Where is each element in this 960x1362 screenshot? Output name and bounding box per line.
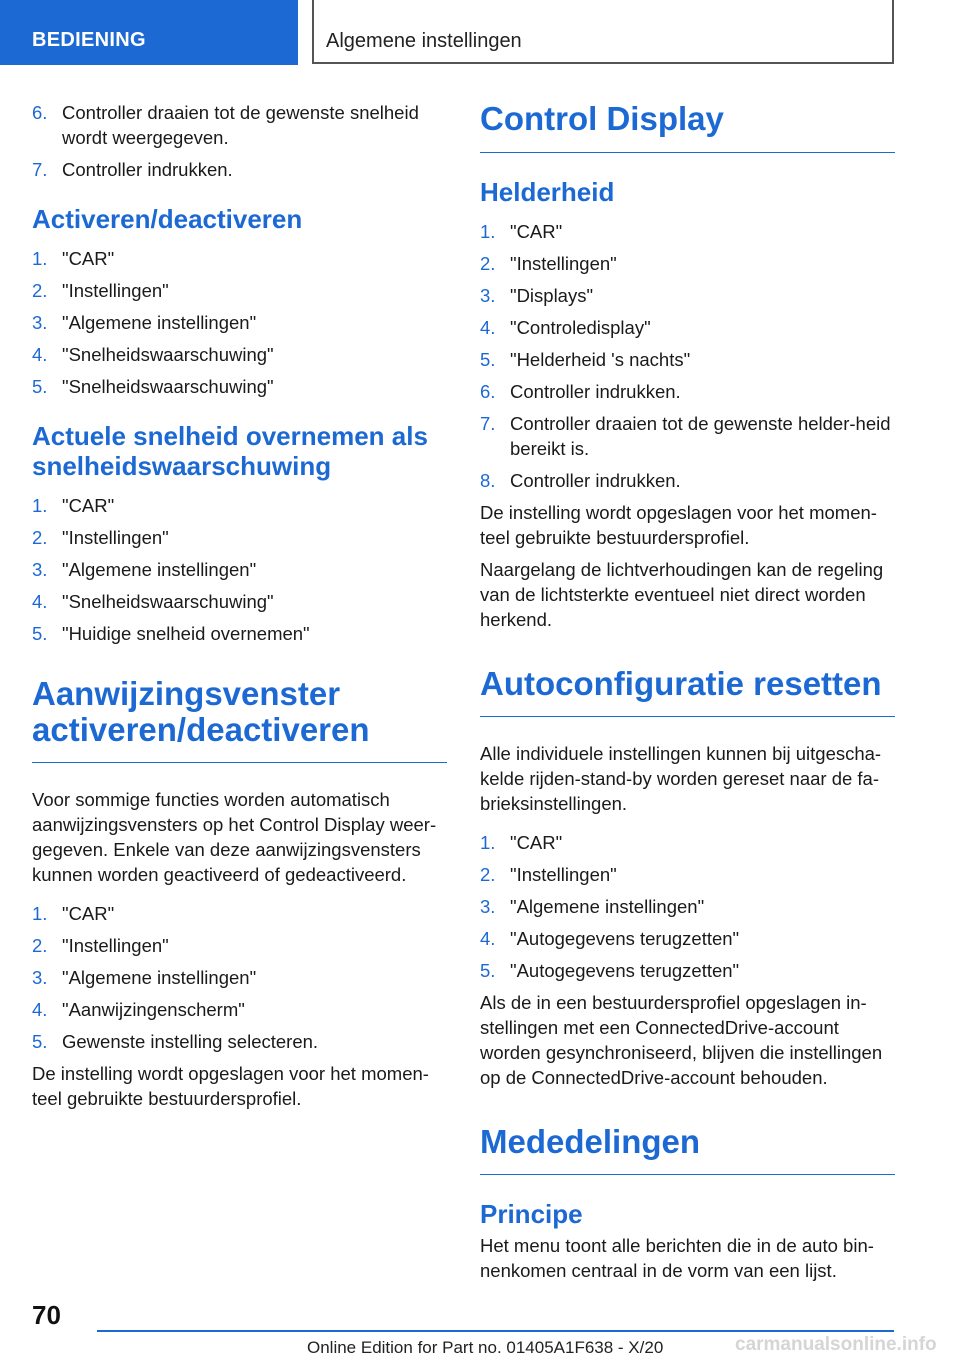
step-number: 4. [480, 928, 496, 949]
list-item [32, 310, 447, 335]
list-item [32, 933, 447, 958]
step-text: "Helderheid 's nachts" [510, 349, 691, 370]
intro-step-list [32, 100, 447, 182]
step-text: "CAR" [62, 248, 115, 269]
list-item [32, 621, 447, 646]
list-item [480, 830, 895, 855]
autoconfig-intro: Alle individuele instellingen kunnen bij uitgescha-kelde rijden-stand-by worden gereset naar de fa-brieksinstellingen. [480, 743, 882, 814]
step-number: 4. [32, 344, 48, 365]
list-item [480, 347, 895, 372]
step-text: "CAR" [510, 221, 563, 242]
list-item [480, 379, 895, 404]
step-number: 7. [480, 413, 496, 434]
list-item [32, 965, 447, 990]
list-item [480, 468, 895, 493]
control-display-heading: Control Display [480, 100, 895, 153]
step-text: "Snelheidswaarschuwing" [62, 591, 274, 612]
step-number: 1. [32, 248, 48, 269]
list-item [32, 589, 447, 614]
step-text: Gewenste instelling selecteren. [62, 1031, 319, 1052]
list-item [480, 894, 895, 919]
list-item [32, 278, 447, 303]
step-text: "Instellingen" [510, 253, 617, 274]
list-item [32, 525, 447, 550]
step-number: 2. [32, 935, 48, 956]
header-section-tab [0, 0, 298, 65]
step-text: "CAR" [62, 903, 115, 924]
step-number: 7. [32, 159, 48, 180]
step-text: "Huidige snelheid overnemen" [62, 623, 310, 644]
current-speed-heading: Actuele snelheid overnemen als snelheidswaarschuwing [32, 421, 428, 481]
header-section-label: BEDIENING [32, 29, 146, 51]
step-number: 5. [480, 349, 496, 370]
list-item [32, 342, 447, 367]
autoconfig-step-list [480, 830, 895, 983]
list-item [480, 283, 895, 308]
step-number: 5. [32, 376, 48, 397]
step-text: "CAR" [510, 832, 563, 853]
messages-heading: Mededelingen [480, 1124, 895, 1175]
step-text: Controller indrukken. [510, 381, 681, 402]
step-text: "Snelheidswaarschuwing" [62, 376, 274, 397]
brightness-para-1: De instelling wordt opgeslagen voor het momen-teel gebruikte bestuurdersprofiel. [480, 502, 877, 548]
list-item [32, 1029, 447, 1054]
step-text: "Algemene instellingen" [510, 896, 705, 917]
list-item [480, 315, 895, 340]
step-number: 4. [32, 999, 48, 1020]
step-number: 1. [32, 495, 48, 516]
step-number: 2. [480, 864, 496, 885]
brightness-heading: Helderheid [480, 177, 615, 207]
hint-window-intro: Voor sommige functies worden automatisch aanwijzingsvensters op het Control Display weer-gegeven. Enkele van deze aanwijzingsvensters kunnen worden geactiveerd of gedeactiveerd. [32, 789, 437, 885]
header-chapter-box [312, 0, 894, 64]
step-number: 2. [32, 280, 48, 301]
step-number: 4. [480, 317, 496, 338]
list-item [32, 374, 447, 399]
brightness-step-list [480, 219, 895, 493]
header-chapter-label: Algemene instellingen [326, 30, 522, 52]
hint-window-step-list [32, 901, 447, 1054]
step-text: "Instellingen" [510, 864, 617, 885]
step-number: 1. [480, 832, 496, 853]
step-number: 6. [480, 381, 496, 402]
list-item [480, 411, 895, 461]
left-column [32, 100, 447, 1118]
step-text: Controller draaien tot de gewenste snelheid wordt weergegeven. [62, 102, 419, 148]
step-number: 3. [480, 896, 496, 917]
step-text: "Controledisplay" [510, 317, 651, 338]
principle-text: Het menu toont alle berichten die in de auto bin-nenkomen centraal in de vorm van een lijst. [480, 1235, 874, 1281]
step-text: "Instellingen" [62, 280, 169, 301]
activate-step-list [32, 246, 447, 399]
list-item [480, 251, 895, 276]
footer-edition: Online Edition for Part no. 01405A1F638 - X/20 [307, 1338, 664, 1357]
step-number: 1. [32, 903, 48, 924]
list-item [480, 926, 895, 951]
list-item [32, 157, 447, 182]
autoconfig-outro: Als de in een bestuurdersprofiel opgeslagen in-stellingen met een ConnectedDrive-account worden gesynchroniseerd, blijven die instellingen op de ConnectedDrive-account behouden. [480, 992, 883, 1088]
list-item [480, 958, 895, 983]
step-text: Controller indrukken. [510, 470, 681, 491]
step-number: 3. [480, 285, 496, 306]
step-text: "Autogegevens terugzetten" [510, 960, 740, 981]
list-item [32, 100, 447, 150]
step-text: "Instellingen" [62, 527, 169, 548]
step-text: Controller draaien tot de gewenste helder-heid bereikt is. [510, 413, 891, 459]
step-number: 5. [32, 1031, 48, 1052]
step-number: 8. [480, 470, 496, 491]
list-item [32, 493, 447, 518]
step-text: "Snelheidswaarschuwing" [62, 344, 274, 365]
hint-window-outro: De instelling wordt opgeslagen voor het momen-teel gebruikte bestuurdersprofiel. [32, 1063, 429, 1109]
list-item [32, 557, 447, 582]
brightness-para-2: Naargelang de lichtverhoudingen kan de regeling van de lichtsterkte eventueel niet direct worden herkend. [480, 559, 884, 630]
step-number: 6. [32, 102, 48, 123]
list-item [32, 246, 447, 271]
principle-heading: Principe [480, 1199, 583, 1229]
step-number: 3. [32, 967, 48, 988]
step-text: "Aanwijzingenscherm" [62, 999, 245, 1020]
page-number: 70 [32, 1300, 61, 1330]
step-number: 5. [32, 623, 48, 644]
current-speed-step-list [32, 493, 447, 646]
watermark-logo: carmanualsonline.info [735, 1334, 937, 1355]
step-number: 3. [32, 559, 48, 580]
list-item [32, 997, 447, 1022]
step-text: Controller indrukken. [62, 159, 233, 180]
step-text: "Algemene instellingen" [62, 312, 257, 333]
right-column [480, 100, 895, 1290]
step-number: 5. [480, 960, 496, 981]
list-item [480, 219, 895, 244]
step-text: "CAR" [62, 495, 115, 516]
hint-window-heading: Aanwijzingsvenster activeren/deactiveren [32, 676, 447, 763]
step-text: "Displays" [510, 285, 594, 306]
activate-heading: Activeren/deactiveren [32, 204, 303, 234]
step-text: "Algemene instellingen" [62, 967, 257, 988]
step-text: "Instellingen" [62, 935, 169, 956]
step-number: 2. [32, 527, 48, 548]
footer-divider [97, 1330, 894, 1332]
step-number: 2. [480, 253, 496, 274]
list-item [32, 901, 447, 926]
step-text: "Algemene instellingen" [62, 559, 257, 580]
autoconfig-heading: Autoconfiguratie resetten [480, 666, 895, 717]
step-number: 3. [32, 312, 48, 333]
step-text: "Autogegevens terugzetten" [510, 928, 740, 949]
step-number: 1. [480, 221, 496, 242]
step-number: 4. [32, 591, 48, 612]
list-item [480, 862, 895, 887]
